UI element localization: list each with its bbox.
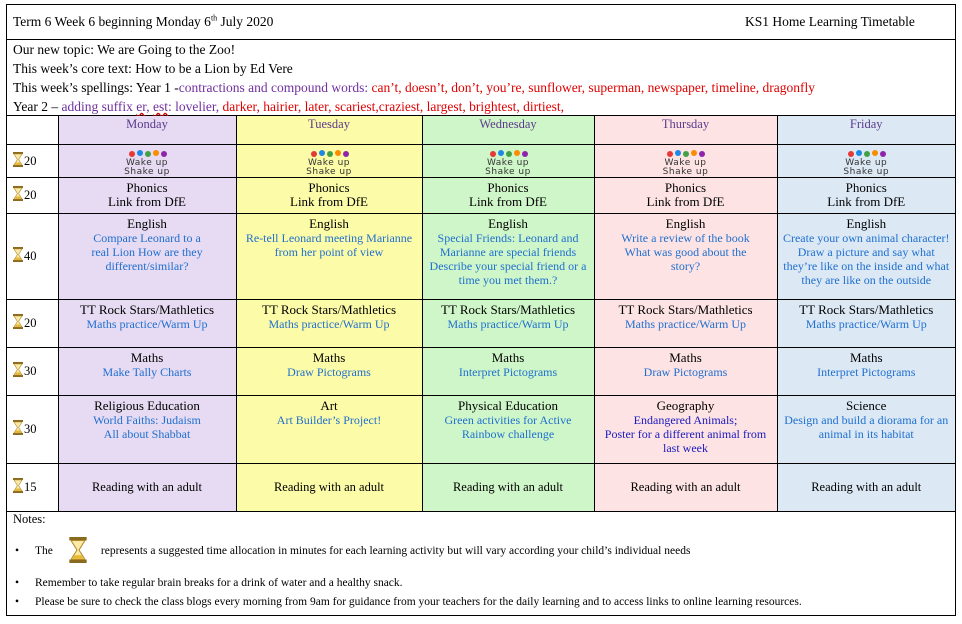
reading-cell: Reading with an adult [58, 463, 236, 511]
lesson-cell: TT Rock Stars/Mathletics Maths practice/Warm Up [594, 299, 777, 347]
lesson-cell: English Write a review of the book What was good about the story? [594, 213, 777, 299]
hourglass-icon [13, 478, 23, 496]
table-row [7, 177, 955, 213]
lesson-cell: Phonics Link from DfE [236, 177, 422, 213]
day-heading-friday: Friday [777, 116, 955, 144]
time-cell: 30 [7, 347, 58, 395]
timetable-grid [7, 116, 955, 512]
wake-up-cell [777, 144, 955, 177]
time-cell: 30 [7, 395, 58, 463]
note-item: • The represents a suggested time allocation in minutes for each learning activity but will vary according your child’s individual needs [15, 537, 690, 566]
table-row [7, 463, 955, 511]
topic-line: Our new topic: We are Going to the Zoo! [13, 42, 236, 57]
lesson-cell: TT Rock Stars/Mathletics Maths practice/Warm Up [236, 299, 422, 347]
note-item: • Remember to take regular brain breaks for a drink of water and a healthy snack. [15, 577, 403, 589]
lesson-cell: Phonics Link from DfE [594, 177, 777, 213]
wake-up-cell [236, 144, 422, 177]
time-cell: 15 [7, 463, 58, 511]
lesson-cell: Phonics Link from DfE [777, 177, 955, 213]
title-row [7, 5, 955, 40]
table-row [7, 144, 955, 177]
table-row [7, 347, 955, 395]
table-row [7, 213, 955, 299]
wake-up-shake-up-logo: Wake up Shake up [124, 149, 170, 177]
table-row [7, 299, 955, 347]
day-header-row [7, 116, 955, 144]
note-item: • Please be sure to check the class blogs every morning from 9am for guidance from your teachers for the daily learning and to access links to online learning resources. [15, 596, 802, 608]
lesson-cell: Maths Interpret Pictograms [422, 347, 594, 395]
hourglass-icon [13, 314, 23, 332]
reading-cell: Reading with an adult [594, 463, 777, 511]
reading-cell: Reading with an adult [422, 463, 594, 511]
hourglass-icon [13, 186, 23, 204]
wake-up-cell [594, 144, 777, 177]
timetable-frame [6, 4, 956, 616]
time-cell: 20 [7, 177, 58, 213]
hourglass-icon [69, 537, 87, 566]
lesson-cell: TT Rock Stars/Mathletics Maths practice/Warm Up [777, 299, 955, 347]
lesson-cell: English Compare Leonard to a real Lion How are they different/similar? [58, 213, 236, 299]
topic-info [7, 40, 955, 116]
hourglass-icon [13, 152, 23, 170]
lesson-cell: Phonics Link from DfE [58, 177, 236, 213]
timetable-label: KS1 Home Learning Timetable [745, 14, 915, 29]
lesson-cell: English Special Friends: Leonard and Marianne are special friends Describe your special friend or a time you met them.? [422, 213, 594, 299]
day-heading-tuesday: Tuesday [236, 116, 422, 144]
lesson-cell: Religious Education World Faiths: Judaism All about Shabbat [58, 395, 236, 463]
lesson-cell: Geography Endangered Animals; Poster for a different animal from last week [594, 395, 777, 463]
lesson-cell: English Create your own animal character! Draw a picture and say what they’re like on the inside and what they are like on the outside [777, 213, 955, 299]
wake-up-shake-up-logo: Wake up Shake up [843, 149, 889, 177]
wake-up-shake-up-logo: Wake up Shake up [306, 149, 352, 177]
wake-up-shake-up-logo: Wake up Shake up [485, 149, 531, 177]
year2-spellings: Year 2 – adding suffix er, est: lovelier, darker, hairier, later, scariest,craziest, largest, brightest, dirtiest, [13, 99, 565, 114]
lesson-cell: TT Rock Stars/Mathletics Maths practice/Warm Up [58, 299, 236, 347]
notes-section [7, 509, 955, 615]
reading-cell: Reading with an adult [777, 463, 955, 511]
lesson-cell: Physical Education Green activities for Active Rainbow challenge [422, 395, 594, 463]
time-cell: 20 [7, 144, 58, 177]
lesson-cell: Maths Draw Pictograms [594, 347, 777, 395]
reading-cell: Reading with an adult [236, 463, 422, 511]
day-heading-wednesday: Wednesday [422, 116, 594, 144]
lesson-cell: Art Art Builder’s Project! [236, 395, 422, 463]
wake-up-cell [422, 144, 594, 177]
day-heading-thursday: Thursday [594, 116, 777, 144]
time-cell: 40 [7, 213, 58, 299]
hourglass-icon [13, 420, 23, 438]
lesson-cell: Science Design and build a diorama for an animal in its habitat [777, 395, 955, 463]
notes-title: Notes: [13, 512, 46, 526]
table-row [7, 395, 955, 463]
wake-up-shake-up-logo: Wake up Shake up [663, 149, 709, 177]
wake-up-cell [58, 144, 236, 177]
hourglass-icon [13, 247, 23, 265]
lesson-cell: Maths Interpret Pictograms [777, 347, 955, 395]
lesson-cell: Phonics Link from DfE [422, 177, 594, 213]
lesson-cell: Maths Make Tally Charts [58, 347, 236, 395]
corner-cell [7, 116, 58, 144]
lesson-cell: Maths Draw Pictograms [236, 347, 422, 395]
day-heading-monday: Monday [58, 116, 236, 144]
time-cell: 20 [7, 299, 58, 347]
hourglass-icon [13, 362, 23, 380]
year1-spellings: This week’s spellings: Year 1 -contractions and compound words: can’t, doesn’t, don’t, you’re, sunflower, superman, newspaper, timeline, dragonfly [13, 80, 816, 95]
lesson-cell: English Re-tell Leonard meeting Marianne from her point of view [236, 213, 422, 299]
lesson-cell: TT Rock Stars/Mathletics Maths practice/Warm Up [422, 299, 594, 347]
core-text-line: This week’s core text: How to be a Lion by Ed Vere [13, 61, 293, 76]
page-title: Term 6 Week 6 beginning Monday 6th July 2020 [13, 13, 274, 29]
